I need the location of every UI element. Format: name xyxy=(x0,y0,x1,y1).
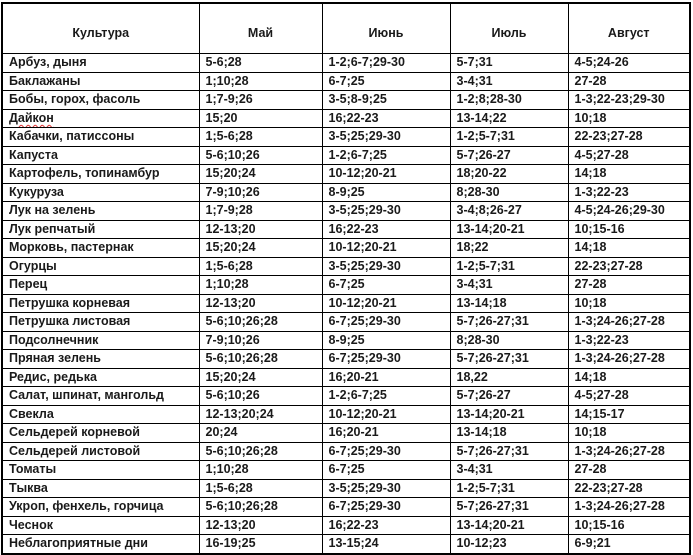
table-row xyxy=(2,294,690,313)
cell-may: 12-13;20 xyxy=(199,516,322,535)
cell-june: 10-12;20-21 xyxy=(322,294,450,313)
table-row xyxy=(2,276,690,295)
cell-may: 1;10;28 xyxy=(199,72,322,91)
cell-may: 16-19;25 xyxy=(199,535,322,554)
table-row xyxy=(2,535,690,554)
cell-crop: Салат, шпинат, мангольд xyxy=(2,387,199,406)
cell-june: 3-5;25;29-30 xyxy=(322,128,450,147)
cell-august: 4-5;27-28 xyxy=(568,387,690,406)
cell-crop: Тыква xyxy=(2,479,199,498)
cell-may: 5-6;10;26 xyxy=(199,146,322,165)
header-row xyxy=(2,3,690,54)
cell-june: 8-9;25 xyxy=(322,183,450,202)
cell-may: 5-6;10;26;28 xyxy=(199,313,322,332)
cell-crop: Арбуз, дыня xyxy=(2,54,199,73)
cell-july: 10-12;23 xyxy=(450,535,568,554)
cell-july: 3-4;31 xyxy=(450,276,568,295)
cell-august: 1-3;22-23 xyxy=(568,183,690,202)
cell-crop: Кукуруза xyxy=(2,183,199,202)
cell-august: 10;15-16 xyxy=(568,220,690,239)
cell-june: 6-7;25;29-30 xyxy=(322,350,450,369)
cell-may: 12-13;20 xyxy=(199,220,322,239)
table-row xyxy=(2,350,690,369)
cell-may: 20;24 xyxy=(199,424,322,443)
cell-june: 10-12;20-21 xyxy=(322,239,450,258)
cell-crop: Баклажаны xyxy=(2,72,199,91)
cell-july: 18,22 xyxy=(450,368,568,387)
table-row xyxy=(2,128,690,147)
cell-august: 14;15-17 xyxy=(568,405,690,424)
cell-july: 18;20-22 xyxy=(450,165,568,184)
cell-july: 1-2;5-7;31 xyxy=(450,128,568,147)
cell-july: 1-2;5-7;31 xyxy=(450,479,568,498)
cell-august: 1-3;24-26;27-28 xyxy=(568,350,690,369)
cell-july: 5-7;31 xyxy=(450,54,568,73)
cell-august: 4-5;27-28 xyxy=(568,146,690,165)
cell-july: 3-4;31 xyxy=(450,72,568,91)
cell-august: 6-9;21 xyxy=(568,535,690,554)
cell-august: 1-3;24-26;27-28 xyxy=(568,313,690,332)
cell-august: 10;18 xyxy=(568,294,690,313)
header-may: Май xyxy=(199,3,322,54)
cell-may: 12-13;20;24 xyxy=(199,405,322,424)
header-crop: Культура xyxy=(2,3,199,54)
cell-july: 13-14;20-21 xyxy=(450,220,568,239)
cell-crop: Лук на зелень xyxy=(2,202,199,221)
cell-august: 14;18 xyxy=(568,239,690,258)
cell-july: 3-4;31 xyxy=(450,461,568,480)
cell-june: 6-7;25;29-30 xyxy=(322,442,450,461)
cell-june: 8-9;25 xyxy=(322,331,450,350)
cell-june: 13-15;24 xyxy=(322,535,450,554)
cell-may: 15;20;24 xyxy=(199,368,322,387)
cell-may: 1;5-6;28 xyxy=(199,479,322,498)
cell-august: 10;18 xyxy=(568,424,690,443)
cell-july: 18;22 xyxy=(450,239,568,258)
cell-crop: Пряная зелень xyxy=(2,350,199,369)
cell-may: 5-6;10;26;28 xyxy=(199,442,322,461)
cell-august: 1-3;24-26;27-28 xyxy=(568,442,690,461)
cell-may: 1;5-6;28 xyxy=(199,257,322,276)
table-row xyxy=(2,72,690,91)
cell-june: 16;22-23 xyxy=(322,109,450,128)
cell-july: 5-7;26-27 xyxy=(450,387,568,406)
cell-may: 5-6;28 xyxy=(199,54,322,73)
cell-august: 22-23;27-28 xyxy=(568,128,690,147)
cell-crop: Морковь, пастернак xyxy=(2,239,199,258)
cell-may: 1;7-9;26 xyxy=(199,91,322,110)
cell-june: 3-5;25;29-30 xyxy=(322,202,450,221)
cell-august: 14;18 xyxy=(568,368,690,387)
table-row xyxy=(2,54,690,73)
cell-june: 1-2;6-7;25 xyxy=(322,387,450,406)
cell-june: 10-12;20-21 xyxy=(322,165,450,184)
table-row xyxy=(2,220,690,239)
table-row xyxy=(2,165,690,184)
cell-july: 13-14;20-21 xyxy=(450,516,568,535)
cell-august: 1-3;22-23 xyxy=(568,331,690,350)
table-row xyxy=(2,368,690,387)
cell-crop: Кабачки, патиссоны xyxy=(2,128,199,147)
cell-june: 16;20-21 xyxy=(322,368,450,387)
cell-july: 5-7;26-27;31 xyxy=(450,498,568,517)
table-row xyxy=(2,387,690,406)
cell-may: 7-9;10;26 xyxy=(199,331,322,350)
cell-august: 4-5;24-26;29-30 xyxy=(568,202,690,221)
cell-june: 16;22-23 xyxy=(322,516,450,535)
cell-may: 5-6;10;26;28 xyxy=(199,498,322,517)
cell-crop: Капуста xyxy=(2,146,199,165)
cell-july: 3-4;8;26-27 xyxy=(450,202,568,221)
cell-crop: Перец xyxy=(2,276,199,295)
cell-may: 7-9;10;26 xyxy=(199,183,322,202)
cell-july: 5-7;26-27 xyxy=(450,146,568,165)
header-august: Август xyxy=(568,3,690,54)
table-row xyxy=(2,146,690,165)
cell-may: 15;20;24 xyxy=(199,239,322,258)
cell-june: 10-12;20-21 xyxy=(322,405,450,424)
cell-august: 27-28 xyxy=(568,461,690,480)
cell-june: 3-5;25;29-30 xyxy=(322,479,450,498)
cell-may: 1;5-6;28 xyxy=(199,128,322,147)
cell-crop: Сельдерей листовой xyxy=(2,442,199,461)
table-row xyxy=(2,91,690,110)
cell-july: 5-7;26-27;31 xyxy=(450,442,568,461)
cell-august: 1-3;24-26;27-28 xyxy=(568,498,690,517)
cell-crop: Сельдерей корневой xyxy=(2,424,199,443)
table-row xyxy=(2,109,690,128)
cell-may: 12-13;20 xyxy=(199,294,322,313)
table-row xyxy=(2,257,690,276)
planting-calendar-table xyxy=(1,2,691,555)
table-row xyxy=(2,498,690,517)
table-row xyxy=(2,331,690,350)
cell-june: 6-7;25 xyxy=(322,72,450,91)
cell-crop: Картофель, топинамбур xyxy=(2,165,199,184)
cell-crop: Укроп, фенхель, горчица xyxy=(2,498,199,517)
cell-august: 22-23;27-28 xyxy=(568,479,690,498)
cell-may: 15;20;24 xyxy=(199,165,322,184)
cell-may: 1;10;28 xyxy=(199,461,322,480)
cell-june: 16;22-23 xyxy=(322,220,450,239)
table-row xyxy=(2,479,690,498)
cell-crop: Огурцы xyxy=(2,257,199,276)
cell-july: 1-2;5-7;31 xyxy=(450,257,568,276)
cell-august: 27-28 xyxy=(568,72,690,91)
cell-crop: Петрушка листовая xyxy=(2,313,199,332)
table-row xyxy=(2,442,690,461)
cell-crop: Свекла xyxy=(2,405,199,424)
table-row xyxy=(2,239,690,258)
header-july: Июль xyxy=(450,3,568,54)
table-row xyxy=(2,313,690,332)
cell-july: 13-14;18 xyxy=(450,294,568,313)
cell-june: 1-2;6-7;29-30 xyxy=(322,54,450,73)
cell-july: 8;28-30 xyxy=(450,331,568,350)
cell-august: 22-23;27-28 xyxy=(568,257,690,276)
cell-june: 3-5;25;29-30 xyxy=(322,257,450,276)
header-june: Июнь xyxy=(322,3,450,54)
cell-may: 1;10;28 xyxy=(199,276,322,295)
cell-crop: Томаты xyxy=(2,461,199,480)
cell-may: 5-6;10;26;28 xyxy=(199,350,322,369)
cell-july: 5-7;26-27;31 xyxy=(450,350,568,369)
table-row xyxy=(2,183,690,202)
cell-july: 5-7;26-27;31 xyxy=(450,313,568,332)
cell-crop: Подсолнечник xyxy=(2,331,199,350)
cell-june: 6-7;25;29-30 xyxy=(322,313,450,332)
table-row xyxy=(2,405,690,424)
cell-may: 1;7-9;28 xyxy=(199,202,322,221)
cell-june: 6-7;25 xyxy=(322,276,450,295)
table-row xyxy=(2,516,690,535)
table-row xyxy=(2,424,690,443)
cell-july: 13-14;22 xyxy=(450,109,568,128)
cell-july: 1-2;8;28-30 xyxy=(450,91,568,110)
cell-june: 6-7;25;29-30 xyxy=(322,498,450,517)
cell-may: 15;20 xyxy=(199,109,322,128)
cell-july: 13-14;18 xyxy=(450,424,568,443)
cell-crop: Лук репчатый xyxy=(2,220,199,239)
cell-june: 3-5;8-9;25 xyxy=(322,91,450,110)
cell-august: 10;15-16 xyxy=(568,516,690,535)
cell-july: 8;28-30 xyxy=(450,183,568,202)
cell-crop: Редис, редька xyxy=(2,368,199,387)
cell-august: 1-3;22-23;29-30 xyxy=(568,91,690,110)
cell-august: 14;18 xyxy=(568,165,690,184)
cell-june: 6-7;25 xyxy=(322,461,450,480)
cell-crop: Петрушка корневая xyxy=(2,294,199,313)
cell-june: 16;20-21 xyxy=(322,424,450,443)
cell-august: 10;18 xyxy=(568,109,690,128)
cell-august: 4-5;24-26 xyxy=(568,54,690,73)
cell-august: 27-28 xyxy=(568,276,690,295)
cell-may: 5-6;10;26 xyxy=(199,387,322,406)
cell-crop: Чеснок xyxy=(2,516,199,535)
cell-crop: Неблагоприятные дни xyxy=(2,535,199,554)
cell-crop: Дайкон xyxy=(2,109,199,128)
cell-crop: Бобы, горох, фасоль xyxy=(2,91,199,110)
table-row xyxy=(2,202,690,221)
cell-july: 13-14;20-21 xyxy=(450,405,568,424)
cell-june: 1-2;6-7;25 xyxy=(322,146,450,165)
table-row xyxy=(2,461,690,480)
